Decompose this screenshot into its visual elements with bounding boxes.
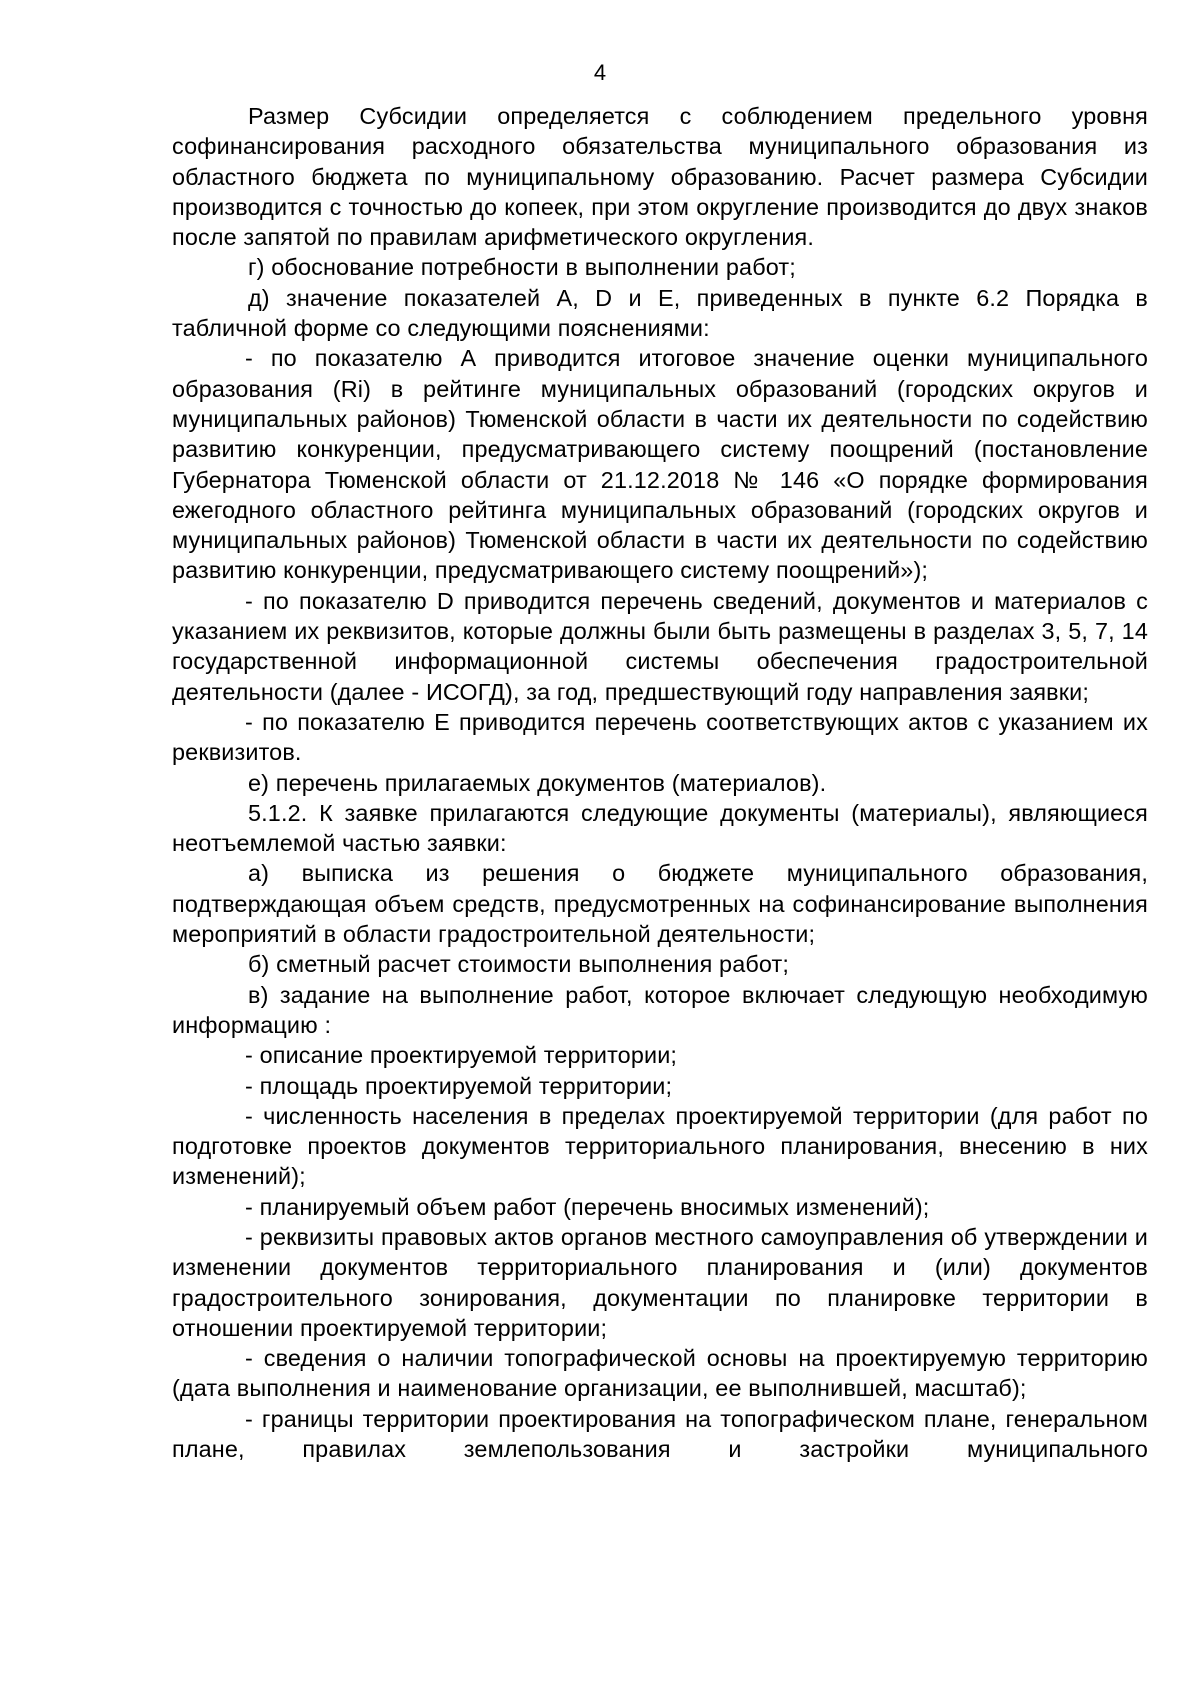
paragraph-item-b: б) сметный расчет стоимости выполнения работ; (248, 951, 790, 978)
paragraph-item-e: е) перечень прилагаемых документов (материалов). (248, 769, 827, 796)
list-item-population: - численность населения в пределах проектируемой территории (для работ по подготовке проектов документов территориального планирования, внесению в них изменений); (172, 1102, 1148, 1190)
paragraph-subsidy-size: Размер Субсидии определяется с соблюдением предельного уровня софинансирования расходного обязательства муниципального образования из областного бюджета по муниципальному образованию. Расчет размера Субсидии производится с точностью до копеек, при этом округление производится до двух знаков после запятой по правилам арифметического округления. (172, 103, 1148, 251)
paragraph-indicator-a: - по показателю А приводится итоговое значение оценки муниципального образования (Ri) в рейтинге муниципальных образований (городских округов и муниципальных районов) Тюменской области в части их деятельности по содействию развитию конкуренции, предусматривающего систему поощрений (постановление Губернатора Тюменской области от 21.12.2018 № 146 «О порядке формирования ежегодного областного рейтинга муниципальных образований (городских округов и муниципальных районов) Тюменской области в части их деятельности по содействию развитию конкуренции, предусматривающего систему поощрений»); (172, 345, 1148, 584)
list-item-territory-boundaries: - границы территории проектирования на топографическом плане, генеральном плане, правилах землепользования и застройки муниципального (172, 1405, 1148, 1463)
paragraph-item-a: а) выписка из решения о бюджете муниципального образования, подтверждающая объем средств, предусмотренных на софинансирование выполнения мероприятий в области градостроительной деятельности; (172, 860, 1148, 948)
paragraph-5-1-2: 5.1.2. К заявке прилагаются следующие документы (материалы), являющиеся неотъемлемой частью заявки: (172, 799, 1148, 857)
paragraph-item-v: в) задание на выполнение работ, которое включает следующую необходимую информацию : (172, 981, 1148, 1038)
list-item-territory-description: - описание проектируемой территории; (245, 1042, 678, 1069)
list-item-topographic-basis: - сведения о наличии топографической основы на проектируемую территорию (дата выполнения и наименование организации, ее выполнившей, масштаб); (172, 1345, 1148, 1402)
list-item-legal-acts: - реквизиты правовых актов органов местного самоуправления об утверждении и изменении документов территориального планирования и (или) документов градостроительного зонирования, документации по планировке территории в отношении проектируемой территории; (172, 1223, 1148, 1341)
paragraph-item-g: г) обоснование потребности в выполнении работ; (248, 254, 796, 281)
paragraph-item-d: д) значение показателей А, D и Е, приведенных в пункте 6.2 Порядка в табличной форме со следующими пояснениями: (172, 284, 1148, 342)
page-number: 4 (593, 60, 607, 85)
paragraph-indicator-d: - по показателю D приводится перечень сведений, документов и материалов с указанием их реквизитов, которые должны были быть размещены в разделах 3, 5, 7, 14 государственной информационной системы обеспечения градостроительной деятельности (далее - ИСОГД), за год, предшествующий году направления заявки; (172, 587, 1148, 705)
document-body (172, 101, 1148, 1464)
list-item-territory-area: - площадь проектируемой территории; (245, 1072, 673, 1099)
paragraph-indicator-e: - по показателю Е приводится перечень соответствующих актов с указанием их реквизитов. (172, 708, 1148, 766)
list-item-planned-volume: - планируемый объем работ (перечень вносимых изменений); (245, 1193, 930, 1220)
